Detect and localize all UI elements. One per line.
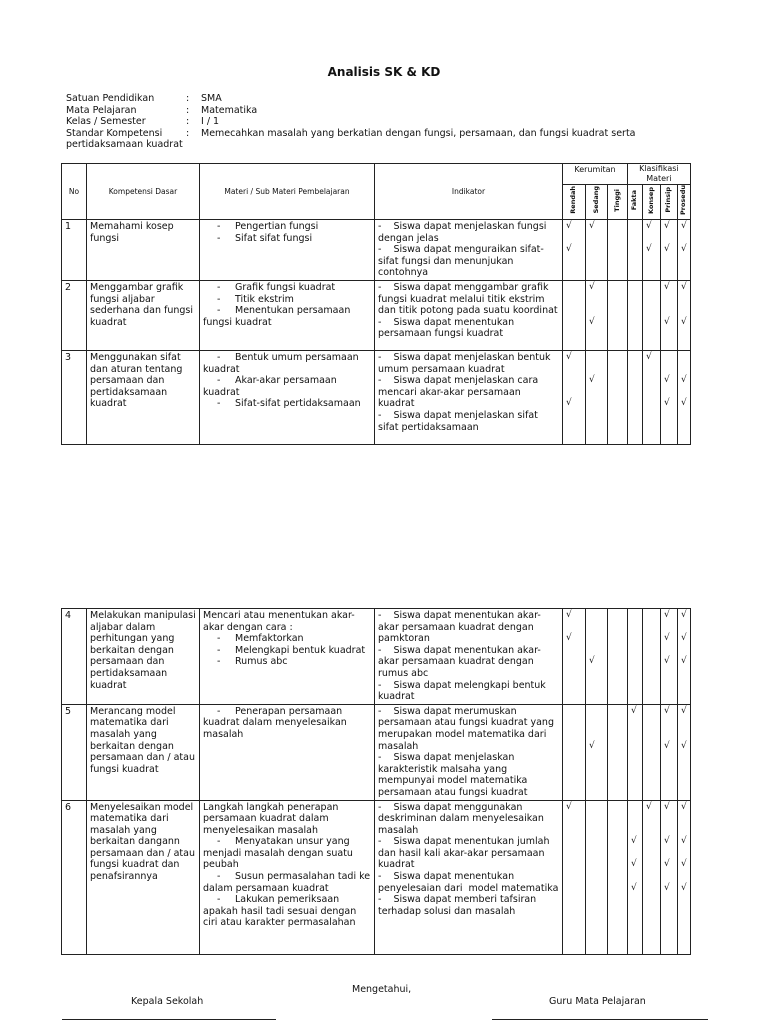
bullet-dash: - (217, 351, 221, 363)
check-mark: √ (631, 836, 637, 847)
analysis-table-page1 (61, 163, 691, 445)
bullet-dash: - (217, 398, 221, 410)
materi-item (203, 836, 371, 871)
cell-materi (200, 704, 375, 800)
cell-sedang (586, 609, 608, 705)
check-mark: √ (566, 221, 572, 231)
check-mark: √ (681, 740, 687, 751)
cell-konsep (643, 350, 661, 444)
header-fakta: Fakta (630, 190, 639, 211)
cell-indikator (375, 280, 563, 350)
bullet-dash: - (217, 894, 221, 906)
footer-mengetahui: Mengetahui, (352, 984, 412, 995)
materi-text: Memfaktorkan (235, 633, 304, 645)
cell-no: 5 (62, 704, 87, 800)
bullet-dash: - (217, 281, 221, 293)
cell-tinggi (608, 800, 628, 954)
check-mark: √ (664, 375, 670, 386)
indikator-item: - Siswa dapat menjelaskan karakteristik malsaha yang mempunyai model matematika persamaan atau fungsi kuadrat (378, 752, 531, 798)
cell-no: 2 (62, 280, 87, 350)
cell-kompetensi-dasar: Menggunakan sifat dan aturan tentang persamaan dan pertidaksamaan kuadrat (87, 350, 200, 444)
bullet-dash: - (217, 705, 221, 717)
cell-no: 6 (62, 800, 87, 954)
meta-value: SMA (201, 93, 222, 104)
materi-item (203, 894, 371, 929)
cell-konsep (643, 280, 661, 350)
table-row (62, 800, 691, 954)
check-mark: √ (681, 281, 687, 292)
bullet-dash: - (217, 656, 221, 668)
header-sedang: Sedang (591, 186, 600, 214)
check-mark: √ (646, 351, 652, 362)
cell-no: 3 (62, 350, 87, 444)
cell-materi (200, 280, 375, 350)
check-mark: √ (681, 375, 687, 386)
materi-text: Titik ekstrim (235, 293, 294, 305)
cell-fakta (628, 350, 643, 444)
materi-item (203, 656, 371, 668)
cell-prinsip (661, 220, 678, 281)
cell-prosedur (678, 350, 691, 444)
check-mark: √ (664, 705, 670, 716)
cell-indikator (375, 609, 563, 705)
check-mark: √ (589, 281, 595, 292)
cell-konsep (643, 704, 661, 800)
check-mark: √ (566, 398, 572, 409)
cell-fakta (628, 280, 643, 350)
bullet-dash: - (217, 633, 221, 645)
materi-item (203, 221, 371, 233)
header-indikator: Indikator (375, 164, 563, 220)
check-mark: √ (681, 656, 687, 667)
materi-text: Penerapan persamaan kuadrat dalam menyelesaikan masalah (203, 705, 347, 740)
materi-item (203, 375, 371, 398)
materi-text: Grafik fungsi kuadrat (235, 281, 336, 293)
materi-text: Bentuk umum persamaan kuadrat (203, 351, 359, 375)
table-row (62, 220, 691, 281)
check-mark: √ (646, 221, 652, 231)
materi-text: Susun permasalahan tadi ke dalam persamaan kuadrat (203, 871, 371, 894)
check-mark: √ (681, 244, 687, 255)
check-mark: √ (664, 882, 670, 893)
meta-colon: : (186, 104, 190, 116)
indikator-item: - Siswa dapat menentukan akar-akar persamaan kuadrat dengan pamktoran (378, 610, 541, 645)
table-row (62, 609, 691, 705)
cell-materi (200, 220, 375, 281)
materi-item (203, 802, 371, 837)
header-konsep: Konsep (646, 186, 655, 214)
bullet-dash: - (217, 836, 221, 848)
header-prosedur: Prosedu (679, 185, 688, 216)
cell-rendah (563, 704, 586, 800)
cell-kompetensi-dasar: Menyelesaikan model matematika dari masalah yang berkaitan dangann persamaan dan / atau fungsi kuadrat dan penafsirannya (87, 800, 200, 954)
materi-text: Mencari atau menentukan akar-akar dengan cara : (203, 610, 355, 633)
check-mark: √ (664, 316, 670, 327)
cell-prinsip (661, 280, 678, 350)
check-mark: √ (681, 705, 687, 716)
materi-item (203, 398, 371, 410)
check-mark: √ (664, 281, 670, 292)
indikator-item: - Siswa dapat memberi tafsiran terhadap solusi dan masalah (378, 894, 540, 917)
check-mark: √ (681, 836, 687, 847)
meta-label: Standar Kompetensi (66, 127, 163, 139)
cell-indikator (375, 704, 563, 800)
cell-prosedur (678, 280, 691, 350)
check-mark: √ (589, 656, 595, 667)
cell-tinggi (608, 704, 628, 800)
cell-fakta (628, 220, 643, 281)
cell-prinsip (661, 609, 678, 705)
cell-konsep (643, 220, 661, 281)
check-mark: √ (681, 882, 687, 893)
header-materi: Materi / Sub Materi Pembelajaran (200, 164, 375, 220)
materi-item (203, 645, 371, 657)
materi-text: Pengertian fungsi (235, 221, 319, 232)
cell-fakta (628, 704, 643, 800)
materi-item (203, 871, 371, 894)
indikator-item: - Siswa dapat menentukan akar-akar persamaan kuadrat dengan rumus abc (378, 644, 541, 679)
cell-kompetensi-dasar: Merancang model matematika dari masalah yang berkaitan dengan persamaan dan / atau fungsi kuadrat (87, 704, 200, 800)
check-mark: √ (664, 740, 670, 751)
bullet-dash: - (217, 305, 221, 317)
cell-no: 4 (62, 609, 87, 705)
check-mark: √ (681, 633, 687, 644)
indikator-item: - Siswa dapat menentukan persamaan fungsi kuadrat (378, 316, 518, 340)
header-prinsip: Prinsip (664, 187, 673, 213)
meta-value: Matematika (201, 104, 258, 116)
cell-tinggi (608, 609, 628, 705)
indikator-item: - Siswa dapat menentukan penyelesaian dari model matematika (378, 871, 559, 894)
meta-colon: : (186, 116, 190, 128)
bullet-dash: - (217, 871, 221, 883)
cell-prosedur (678, 704, 691, 800)
footer-kepala-sekolah: Kepala Sekolah (131, 996, 204, 1007)
meta-row (66, 116, 706, 128)
check-mark: √ (631, 882, 637, 893)
table-row (62, 704, 691, 800)
materi-text: Sifat sifat fungsi (235, 232, 313, 244)
header-kerumitan: Kerumitan (563, 164, 628, 185)
cell-sedang (586, 220, 608, 281)
bullet-dash: - (217, 644, 221, 656)
check-mark: √ (646, 244, 652, 255)
check-mark: √ (681, 316, 687, 327)
indikator-item: - Siswa dapat menjelaskan cara mencari akar-akar persamaan kuadrat (378, 375, 542, 410)
cell-konsep (643, 609, 661, 705)
header-tinggi: Tinggi (612, 188, 621, 212)
cell-prosedur (678, 800, 691, 954)
cell-no: 1 (62, 220, 87, 281)
indikator-item: - Siswa dapat menjelaskan sifat sifat pertidaksamaan (378, 409, 541, 433)
check-mark: √ (681, 221, 687, 231)
meta-row (66, 128, 706, 140)
check-mark: √ (566, 610, 572, 620)
check-mark: √ (664, 656, 670, 667)
meta-row (66, 93, 706, 105)
check-mark: √ (664, 801, 670, 812)
meta-row (66, 105, 706, 117)
check-mark: √ (681, 398, 687, 409)
cell-konsep (643, 800, 661, 954)
cell-materi (200, 350, 375, 444)
check-mark: √ (681, 801, 687, 812)
check-mark: √ (664, 859, 670, 870)
cell-kompetensi-dasar: Menggambar grafik fungsi aljabar sederhana dan fungsi kuadrat (87, 280, 200, 350)
materi-item (203, 633, 371, 645)
bullet-dash: - (217, 221, 221, 232)
check-mark: √ (664, 610, 670, 620)
check-mark: √ (631, 705, 637, 716)
header-rendah: Rendah (569, 186, 578, 215)
check-mark: √ (664, 398, 670, 409)
check-mark: √ (664, 633, 670, 644)
materi-text: Lakukan pemeriksaan apakah hasil tadi sesuai dengan ciri atau karakter permasalahan (203, 894, 357, 929)
meta-colon: : (186, 127, 190, 139)
materi-item (203, 282, 371, 294)
header-kompetensi-dasar: Kompetensi Dasar (87, 164, 200, 220)
indikator-item: - Siswa dapat menggambar grafik fungsi kuadrat melalui titik ekstrim dan titik potong pada suatu koordinat (378, 281, 558, 317)
cell-rendah (563, 609, 586, 705)
materi-item (203, 233, 371, 245)
cell-indikator (375, 800, 563, 954)
cell-prinsip (661, 800, 678, 954)
table-row (62, 280, 691, 350)
materi-item (203, 352, 371, 375)
header-no: No (62, 164, 87, 220)
cell-prosedur (678, 220, 691, 281)
cell-prosedur (678, 609, 691, 705)
check-mark: √ (589, 740, 595, 751)
check-mark: √ (664, 221, 670, 231)
cell-fakta (628, 800, 643, 954)
cell-fakta (628, 609, 643, 705)
cell-sedang (586, 704, 608, 800)
meta-label: Satuan Pendidikan (66, 93, 155, 104)
indikator-item: - Siswa dapat melengkapi bentuk kuadrat (378, 679, 549, 703)
signature-line-kepala (62, 1019, 276, 1020)
check-mark: √ (681, 859, 687, 870)
materi-text: Melengkapi bentuk kuadrat (235, 644, 366, 656)
check-mark: √ (566, 351, 572, 362)
materi-text: Menentukan persamaan fungsi kuadrat (203, 305, 351, 328)
cell-indikator (375, 350, 563, 444)
check-mark: √ (589, 375, 595, 386)
signature-line-guru (492, 1019, 708, 1020)
bullet-dash: - (217, 232, 221, 244)
footer-guru: Guru Mata Pelajaran (549, 996, 646, 1007)
cell-sedang (586, 280, 608, 350)
check-mark: √ (589, 316, 595, 327)
cell-indikator (375, 220, 563, 281)
indikator-item: - Siswa dapat menguraikan sifat-sifat fungsi dan menunjukan contohnya (378, 244, 544, 279)
cell-prinsip (661, 350, 678, 444)
materi-item (203, 294, 371, 306)
cell-rendah (563, 280, 586, 350)
meta-label: Kelas / Semester (66, 116, 146, 128)
bullet-dash: - (217, 293, 221, 305)
cell-prinsip (661, 704, 678, 800)
materi-item (203, 305, 371, 328)
cell-sedang (586, 350, 608, 444)
check-mark: √ (566, 801, 572, 812)
materi-text: Rumus abc (235, 656, 288, 668)
table-row (62, 350, 691, 444)
cell-rendah (563, 350, 586, 444)
check-mark: √ (681, 610, 687, 620)
check-mark: √ (631, 859, 637, 870)
check-mark: √ (664, 244, 670, 255)
materi-text: Sifat-sifat pertidaksamaan (235, 398, 361, 410)
cell-kompetensi-dasar: Melakukan manipulasi aljabar dalam perhitungan yang berkaitan dengan persamaan dan pertidaksamaan kuadrat (87, 609, 200, 705)
cell-rendah (563, 800, 586, 954)
cell-tinggi (608, 220, 628, 281)
meta-value: I / 1 (201, 116, 220, 128)
indikator-item: - Siswa dapat menjelaskan fungsi dengan jelas (378, 221, 550, 244)
indikator-item: - Siswa dapat menentukan jumlah dan hasil kali akar-akar persamaan kuadrat (378, 836, 553, 871)
cell-tinggi (608, 350, 628, 444)
check-mark: √ (566, 633, 572, 644)
materi-item (203, 610, 371, 633)
materi-text: Akar-akar persamaan kuadrat (203, 375, 337, 398)
meta-label: Mata Pelajaran (66, 104, 137, 116)
check-mark: √ (664, 836, 670, 847)
cell-sedang (586, 800, 608, 954)
cell-materi (200, 800, 375, 954)
bullet-dash: - (217, 375, 221, 387)
document-title: Analisis SK & KD (327, 65, 441, 79)
meta-continuation: pertidaksamaan kuadrat (66, 139, 183, 151)
document-meta (66, 93, 706, 151)
cell-materi (200, 609, 375, 705)
analysis-table-page2 (61, 608, 691, 955)
cell-kompetensi-dasar: Memahami kosep fungsi (87, 220, 200, 281)
indikator-item: - Siswa dapat menggunakan deskriminan dalam menyelesaikan masalah (378, 801, 547, 836)
check-mark: √ (646, 801, 652, 812)
meta-colon: : (186, 93, 190, 104)
cell-tinggi (608, 280, 628, 350)
indikator-item: - Siswa dapat menjelaskan bentuk umum persamaan kuadrat (378, 351, 554, 375)
check-mark: √ (589, 221, 595, 231)
materi-text: Menyatakan unsur yang menjadi masalah dengan suatu peubah (203, 836, 353, 871)
meta-value: Memecahkan masalah yang berkatian dengan fungsi, persamaan, dan fungsi kuadrat serta (201, 127, 636, 139)
header-klasifikasi: Klasifikasi Materi (628, 164, 691, 185)
check-mark: √ (566, 244, 572, 255)
cell-rendah (563, 220, 586, 281)
materi-item (203, 706, 371, 741)
materi-text: Langkah langkah penerapan persamaan kuadrat dalam menyelesaikan masalah (203, 801, 339, 836)
indikator-item: - Siswa dapat merumuskan persamaan atau fungsi kuadrat yang merupakan model matematika dari masalah (378, 705, 558, 752)
